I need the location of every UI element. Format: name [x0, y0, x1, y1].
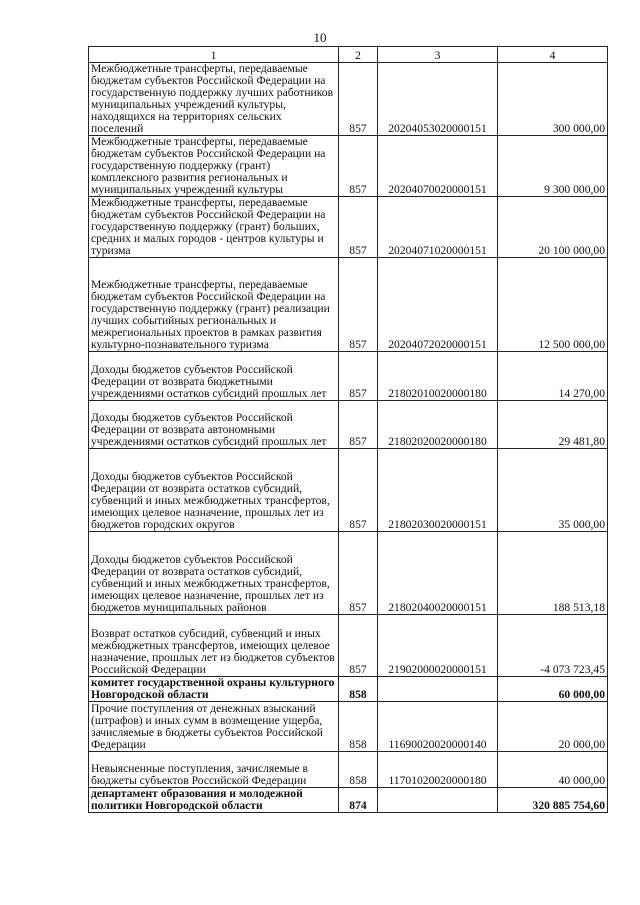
column-header-4: 4 [498, 47, 608, 63]
row-kbk-cell: 21802040020000151 [378, 532, 498, 615]
row-sum-cell: -4 073 723,45 [498, 615, 608, 677]
row-sum-cell: 20 100 000,00 [498, 197, 608, 258]
row-kbk-cell: 21802010020000180 [378, 352, 498, 401]
table-row [89, 352, 608, 401]
row-name-cell: комитет государственной охраны культурного Новгородской области [89, 677, 339, 702]
row-name-cell: Доходы бюджетов субъектов Российской Федерации от возврата автономными учреждениями остатков субсидий прошлых лет [89, 401, 339, 449]
table-row [89, 677, 608, 702]
table-row [89, 401, 608, 449]
row-kbk-cell [378, 788, 498, 813]
row-name-cell: Доходы бюджетов субъектов Российской Федерации от возврата остатков субсидий, субвенций и иных межбюджетных трансфертов, имеющих целевое назначение, прошлых лет из бюджетов муниципальных районов [89, 532, 339, 615]
row-sum-cell: 60 000,00 [498, 677, 608, 702]
row-sum-cell: 40 000,00 [498, 752, 608, 788]
row-code-cell: 874 [339, 788, 378, 813]
table-row [89, 788, 608, 813]
table-body [89, 63, 608, 813]
row-code-cell: 858 [339, 702, 378, 752]
table-row [89, 702, 608, 752]
row-code-cell: 857 [339, 63, 378, 136]
row-code-cell: 857 [339, 449, 378, 532]
row-sum-cell: 320 885 754,60 [498, 788, 608, 813]
row-code-cell: 857 [339, 197, 378, 258]
row-kbk-cell [378, 677, 498, 702]
row-code-cell: 858 [339, 677, 378, 702]
row-name-cell: Межбюджетные трансферты, передаваемые бюджетам субъектов Российской Федерации на государственную поддержку (грант) больших, средних и малых городов - центров культуры и туризма [89, 197, 339, 258]
row-name-cell: Прочие поступления от денежных взысканий (штрафов) и иных сумм в возмещение ущерба, зачисляемые в бюджеты субъектов Российской Федерации [89, 702, 339, 752]
row-name-cell: Межбюджетные трансферты, передаваемые бюджетам субъектов Российской Федерации на государственную поддержку лучших работников муниципальных учреждений культуры, находящихся на территориях сельских поселений [89, 63, 339, 136]
row-kbk-cell: 11701020020000180 [378, 752, 498, 788]
row-code-cell: 857 [339, 615, 378, 677]
table-row [89, 197, 608, 258]
row-sum-cell: 14 270,00 [498, 352, 608, 401]
table-header-row [89, 47, 608, 63]
row-name-cell: Невыясненные поступления, зачисляемые в бюджеты субъектов Российской Федерации [89, 752, 339, 788]
row-sum-cell: 188 513,18 [498, 532, 608, 615]
row-name-cell: Доходы бюджетов субъектов Российской Федерации от возврата бюджетными учреждениями остатков субсидий прошлых лет [89, 352, 339, 401]
row-code-cell: 857 [339, 532, 378, 615]
row-kbk-cell: 11690020020000140 [378, 702, 498, 752]
column-header-3: 3 [378, 47, 498, 63]
row-code-cell: 858 [339, 752, 378, 788]
row-code-cell: 857 [339, 258, 378, 352]
row-name-cell: департамент образования и молодежной политики Новгородской области [89, 788, 339, 813]
row-sum-cell: 29 481,80 [498, 401, 608, 449]
row-code-cell: 857 [339, 136, 378, 197]
page-number: 10 [313, 30, 327, 45]
column-header-1: 1 [89, 47, 339, 63]
row-sum-cell: 12 500 000,00 [498, 258, 608, 352]
table-row [89, 136, 608, 197]
row-name-cell: Возврат остатков субсидий, субвенций и иных межбюджетных трансфертов, имеющих целевое назначение, прошлых лет из бюджетов субъектов Российской Федерации [89, 615, 339, 677]
table-row [89, 752, 608, 788]
row-code-cell: 857 [339, 401, 378, 449]
row-kbk-cell: 21802030020000151 [378, 449, 498, 532]
row-name-cell: Доходы бюджетов субъектов Российской Федерации от возврата остатков субсидий, субвенций и иных межбюджетных трансфертов, имеющих целевое назначение, прошлых лет из бюджетов городских округов [89, 449, 339, 532]
row-kbk-cell: 20204053020000151 [378, 63, 498, 136]
row-kbk-cell: 20204071020000151 [378, 197, 498, 258]
row-code-cell: 857 [339, 352, 378, 401]
revenue-table [88, 46, 608, 813]
row-sum-cell: 20 000,00 [498, 702, 608, 752]
row-kbk-cell: 20204072020000151 [378, 258, 498, 352]
row-name-cell: Межбюджетные трансферты, передаваемые бюджетам субъектов Российской Федерации на государственную поддержку (грант) реализации лучших событийных региональных и межрегиональных проектов в рамках развития культурно-познавательного туризма [89, 258, 339, 352]
row-sum-cell: 9 300 000,00 [498, 136, 608, 197]
table-row [89, 258, 608, 352]
column-header-2: 2 [339, 47, 378, 63]
table-row [89, 449, 608, 532]
table-row [89, 615, 608, 677]
row-kbk-cell: 21802020020000180 [378, 401, 498, 449]
row-name-cell: Межбюджетные трансферты, передаваемые бюджетам субъектов Российской Федерации на государственную поддержку (грант) комплексного развития региональных и муниципальных учреждений культуры [89, 136, 339, 197]
table-row [89, 63, 608, 136]
row-kbk-cell: 21902000020000151 [378, 615, 498, 677]
table-row [89, 532, 608, 615]
row-sum-cell: 35 000,00 [498, 449, 608, 532]
row-kbk-cell: 20204070020000151 [378, 136, 498, 197]
row-sum-cell: 300 000,00 [498, 63, 608, 136]
